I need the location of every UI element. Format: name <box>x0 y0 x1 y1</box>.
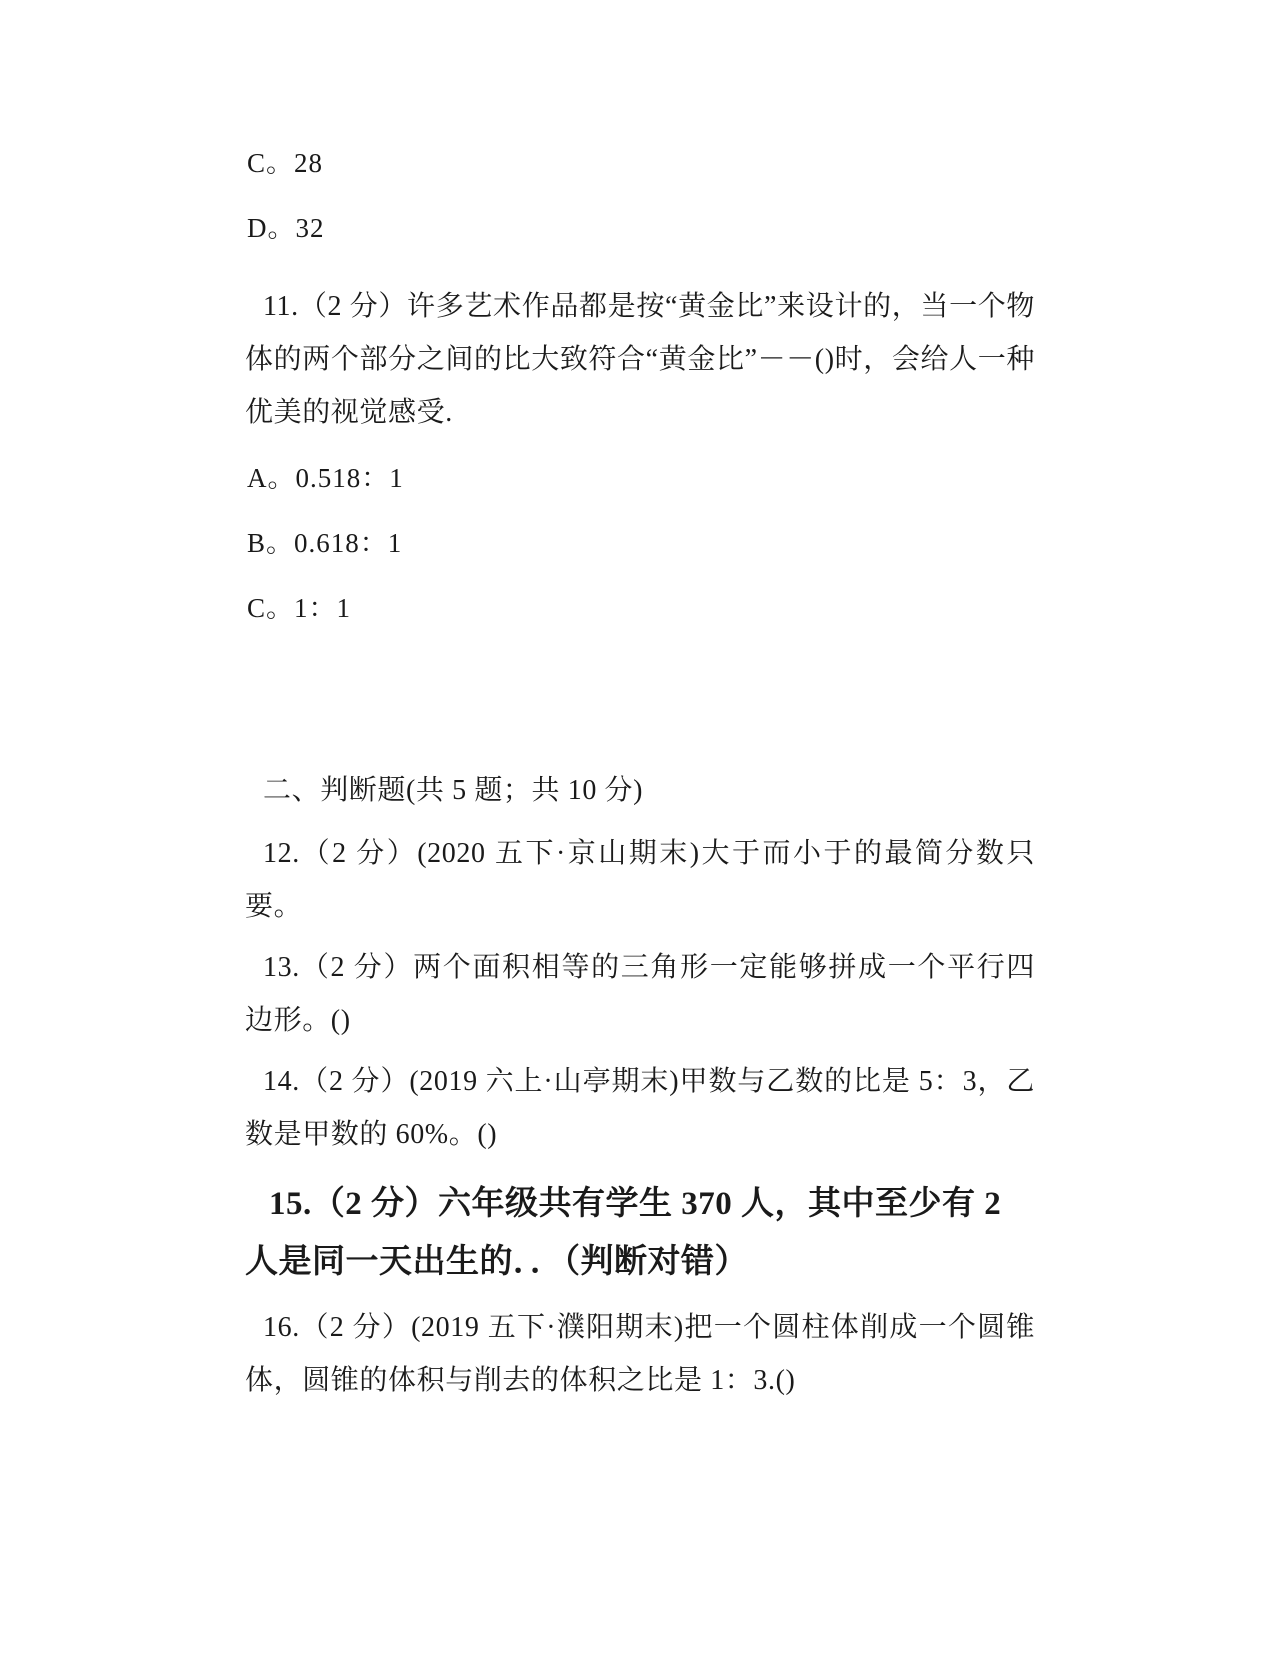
question-16: 16.（2 分）(2019 五下·濮阳期末)把一个圆柱体削成一个圆锥体，圆锥的体积与削去的体积之比是 1：3.() <box>245 1312 1035 1396</box>
option-c-28: C。28 <box>247 148 324 178</box>
question-15: 15.（2 分）六年级共有学生 370 人，其中至少有 2 人是同一天出生的．．（判断对错） <box>245 1186 1002 1280</box>
section-heading-two: 二、判断题(共 5 题；共 10 分) <box>263 775 644 806</box>
question-11-text: 11.（2 分）许多艺术作品都是按“黄金比”来设计的，当一个物体的两个部分之间的比大致符合“黄金比”－－()时，会给人一种优美的视觉感受. <box>245 291 1035 428</box>
option-d-32: D。32 <box>247 213 325 243</box>
question-11-option-c: C。1：1 <box>247 593 352 623</box>
question-14: 14.（2 分）(2019 六上·山亭期末)甲数与乙数的比是 5：3，乙数是甲数的 60%。() <box>245 1066 1035 1150</box>
question-11-option-a: A。0.518：1 <box>247 463 404 493</box>
question-12: 12.（2 分）(2020 五下·京山期末)大于而小于的最简分数只要。 <box>245 838 1035 922</box>
question-13: 13.（2 分）两个面积相等的三角形一定能够拼成一个平行四边形。() <box>245 952 1035 1036</box>
question-11-option-b: B。0.618：1 <box>247 528 403 558</box>
section-spacer <box>245 660 1035 764</box>
